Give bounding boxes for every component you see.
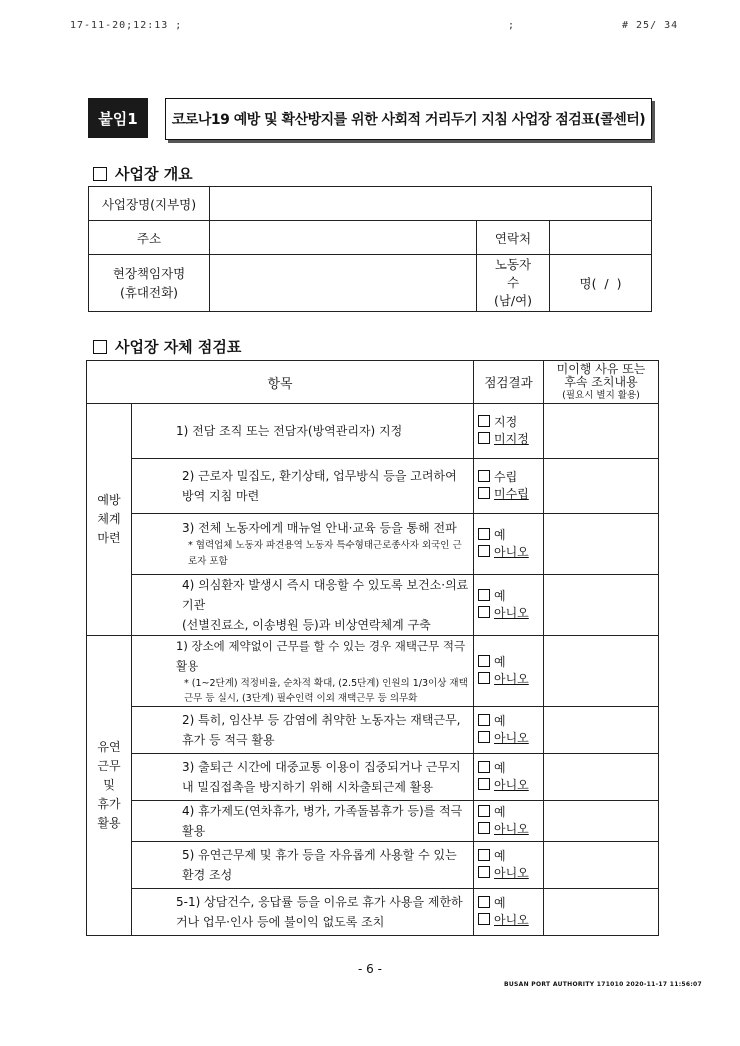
result-cell [474,889,544,936]
table-row [87,459,659,514]
table-header-row [87,361,659,404]
checkbox-icon[interactable] [478,805,490,817]
item-text: 2) 특히, 임산부 등 감염에 취약한 노동자는 재택근무, 휴가 등 적극 활용 [132,707,474,754]
header-reason [544,361,659,404]
checkbox-icon[interactable] [478,822,490,834]
reason-field[interactable] [544,889,659,936]
category-label: 및 [103,778,115,792]
reason-field[interactable] [544,754,659,801]
attachment-label: 붙임1 [88,98,148,138]
checkbox-icon[interactable] [478,655,490,667]
item-text: 4) 휴가제도(연차휴가, 병가, 가족돌봄휴가 등)를 적극 활용 [132,801,474,842]
checkbox-icon[interactable] [478,866,490,878]
section2-title: 사업장 자체 점검표 [115,338,242,356]
document-title: 코로나19 예방 및 확산방지를 위한 사회적 거리두기 지침 사업장 점검표(콜센터) [165,98,652,140]
result-cell [474,636,544,707]
contact-field[interactable] [550,221,652,255]
fax-header-left: 17-11-20;12:13 ; [70,20,183,31]
fax-header-middle: ; [508,20,516,31]
option-label: 예 [494,655,506,669]
result-cell [474,575,544,636]
table-row [87,842,659,889]
option-label: 아니오 [494,731,529,745]
category-label: 마련 [97,531,121,545]
category-label: 유연 [97,740,121,754]
checkbox-icon [93,340,107,354]
reason-field[interactable] [544,636,659,707]
manager-field[interactable] [210,255,477,312]
workers-label-line3: (남/여) [493,293,533,308]
result-option-no[interactable] [478,671,539,688]
table-row [87,707,659,754]
result-option-yes[interactable] [478,414,539,431]
header-item: 항목 [87,361,474,404]
option-label: 예 [494,589,506,603]
self-inspection-table [86,360,659,936]
checkbox-icon[interactable] [478,731,490,743]
result-cell [474,754,544,801]
result-cell [474,459,544,514]
table-row [87,514,659,575]
checkbox-icon[interactable] [478,606,490,618]
table-row [89,255,652,312]
option-label: 아니오 [494,913,529,927]
table-row [87,754,659,801]
category-label: 체계 [97,512,121,526]
checkbox-icon[interactable] [478,487,490,499]
header-reason-line3: (필요시 별지 활용) [562,389,640,401]
section2-heading [93,336,241,357]
checkbox-icon[interactable] [478,896,490,908]
reason-field[interactable] [544,801,659,842]
reason-field[interactable] [544,707,659,754]
option-label: 미지정 [494,432,529,446]
table-row [89,187,652,221]
checkbox-icon[interactable] [478,415,490,427]
option-label: 수립 [494,470,518,484]
option-label: 아니오 [494,606,529,620]
category-flexible-work [87,636,132,936]
result-option-no[interactable] [478,486,539,503]
result-option-yes[interactable] [478,713,539,730]
item-cell [132,575,474,636]
checkbox-icon[interactable] [478,761,490,773]
result-option-yes[interactable] [478,469,539,486]
contact-label: 연락처 [477,221,550,255]
manager-label-line2: (휴대전화) [119,285,179,300]
result-option-yes[interactable] [478,760,539,777]
result-cell [474,842,544,889]
section1-heading [93,163,193,184]
workplace-name-label: 사업장명(지부명) [89,187,210,221]
option-label: 예 [494,528,506,542]
option-label: 아니오 [494,866,529,880]
workers-label [477,255,550,312]
category-prevention-system [87,404,132,636]
option-label: 아니오 [494,822,529,836]
result-option-no[interactable] [478,431,539,448]
checkbox-icon[interactable] [478,589,490,601]
result-option-no[interactable] [478,865,539,882]
table-row [89,221,652,255]
checkbox-icon[interactable] [478,913,490,925]
footer-stamp: BUSAN PORT AUTHORITY 171010 2020-11-17 11:56:07 [503,981,702,988]
result-cell [474,404,544,459]
checkbox-icon[interactable] [478,470,490,482]
option-label: 예 [494,896,506,910]
checkbox-icon[interactable] [478,432,490,444]
address-label: 주소 [89,221,210,255]
category-label: 근무 [97,759,121,773]
table-row [87,404,659,459]
manager-label-line1: 현장책임자명 [112,266,186,281]
fax-header-right: # 25/ 34 [622,20,679,31]
result-option-yes[interactable] [478,804,539,821]
item-text: 1) 전담 조직 또는 전담자(방역관리자) 지정 [132,404,474,459]
result-cell [474,801,544,842]
workplace-overview-table [88,186,652,312]
result-cell [474,707,544,754]
table-row [87,889,659,936]
table-row [87,636,659,707]
workers-label-line1: 노동자 [494,257,532,272]
result-option-no[interactable] [478,777,539,794]
result-option-no[interactable] [478,730,539,747]
category-label: 예방 [97,493,121,507]
option-label: 아니오 [494,545,529,559]
result-option-no[interactable] [478,821,539,838]
table-row [87,575,659,636]
checkbox-icon[interactable] [478,778,490,790]
table-row [87,801,659,842]
result-option-no[interactable] [478,544,539,561]
category-label: 활용 [97,816,121,830]
item-text: 4) 의심환자 발생시 즉시 대응할 수 있도록 보건소·의료기관 [182,578,469,612]
item-cell [132,636,474,707]
option-label: 예 [494,849,506,863]
option-label: 예 [494,714,506,728]
checkbox-icon[interactable] [478,545,490,557]
result-option-yes[interactable] [478,654,539,671]
checkbox-icon[interactable] [478,849,490,861]
result-option-yes[interactable] [478,588,539,605]
header-reason-line2: 후속 조치내용 [564,374,638,389]
result-option-yes[interactable] [478,895,539,912]
header-result: 점검결과 [474,361,544,404]
result-option-no[interactable] [478,605,539,622]
header-reason-line1: 미이행 사유 또는 [556,361,646,376]
manager-label [89,255,210,312]
item-note: * 협력업체 노동자 파견용역 노동자 특수형태근로종사자 외국인 근로자 포함 [188,540,462,567]
reason-field[interactable] [544,514,659,575]
workers-count-field[interactable]: 명( / ) [550,255,652,312]
item-text: 5) 유연근무제 및 휴가 등을 자유롭게 사용할 수 있는 환경 조성 [132,842,474,889]
result-option-no[interactable] [478,912,539,929]
result-option-yes[interactable] [478,527,539,544]
option-label: 아니오 [494,672,529,686]
item-note: * (1~2단계) 적정비율, 순차적 확대, (2.5단계) 인원의 1/3이상 재택근무 등 실시, (3단계) 필수인력 이외 재택근무 등 의무화 [184,678,468,704]
item-cell [132,514,474,575]
section1-title: 사업장 개요 [115,165,193,183]
checkbox-icon[interactable] [478,672,490,684]
category-label: 휴가 [97,797,121,811]
reason-field[interactable] [544,842,659,889]
option-label: 예 [494,761,506,775]
option-label: 아니오 [494,778,529,792]
option-label: 예 [494,805,506,819]
option-label: 미수립 [494,487,529,501]
reason-field[interactable] [544,404,659,459]
reason-field[interactable] [544,575,659,636]
item-text: 2) 근로자 밀집도, 환기상태, 업무방식 등을 고려하여 방역 지침 마련 [132,459,474,514]
checkbox-icon[interactable] [478,714,490,726]
page-number: - 6 - [358,962,382,976]
workplace-name-field[interactable] [210,187,652,221]
item-text-continued: (선별진료소, 이송병원 등)과 비상연락체계 구축 [182,618,431,632]
item-text: 5-1) 상담건수, 응답률 등을 이유로 휴가 사용을 제한하거나 업무·인사 등에 불이익 없도록 조치 [132,889,474,936]
item-text: 3) 출퇴근 시간에 대중교통 이용이 집중되거나 근무지 내 밀집접촉을 방지하기 위해 시차출퇴근제 활용 [132,754,474,801]
option-label: 지정 [494,415,518,429]
result-cell [474,514,544,575]
workers-label-line2: 수 [506,275,520,290]
checkbox-icon[interactable] [478,528,490,540]
result-option-yes[interactable] [478,848,539,865]
item-text: 3) 전체 노동자에게 매뉴얼 안내·교육 등을 통해 전파 [182,521,457,535]
item-text: 1) 장소에 제약없이 근무를 할 수 있는 경우 재택근무 적극 활용 [176,639,466,673]
address-field[interactable] [210,221,477,255]
checkbox-icon [93,167,107,181]
reason-field[interactable] [544,459,659,514]
